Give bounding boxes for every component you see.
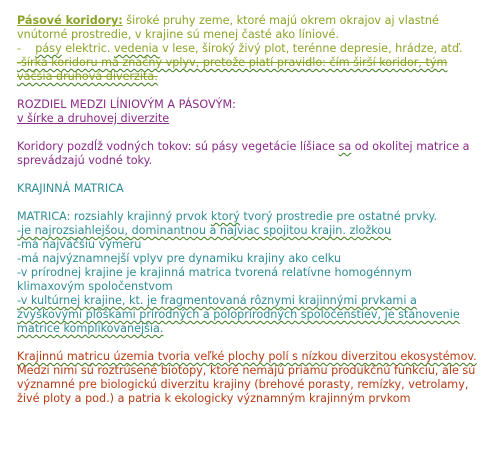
koridory-text-a: Koridory pozdĺž vodných tokov: sú pásy vegetácie líšiace: [17, 140, 339, 153]
spacer: [17, 126, 483, 140]
matrica-intro-c: tvorý prostredie pre ostatné prvky.: [239, 210, 438, 223]
paragraph-sirka-koridoru: [17, 56, 483, 84]
list-item: -má najväčšiu výmeru: [17, 238, 142, 251]
list-item: [17, 224, 483, 238]
paragraph-pasove-koridory: [17, 14, 483, 42]
list-item: -v prírodnej krajine je krajinná matrica tvorená relatívne homogénnym klimaxovým spoločenstvom: [17, 266, 412, 293]
spacer: [17, 196, 483, 210]
matrica-uzemia-text-a: Krajinnú matricu územia tvoria veľké plochy polí s nízkou diverzitou ekosystémov.: [17, 350, 477, 363]
matrica-uzemia-text-b: Medzi nimi sú roztrúsené biotopy, ktoré nemajú priamu produkčnú funkciu, ale sú významné pre biologickú diverzitu krajiny (brehové porasty, remízky, vetrolamy, živé ploty a pod.) a patria k ekologicky významným krajinným prvkom: [17, 364, 476, 405]
word-vedenia: vedenia: [113, 42, 159, 55]
bullet-dash: -: [17, 42, 22, 55]
heading-krajinna-matrica: KRAJINNÁ MATRICA: [17, 182, 124, 195]
list-item: -má najvýznamnejší vplyv pre dynamiku krajiny ako celku: [17, 252, 342, 265]
paragraph-krajinna-matrica-uzemia: [17, 350, 483, 406]
list-item: [17, 294, 483, 336]
spacer: [17, 168, 483, 182]
matrica-intro-a: MATRICA: rozsiahly krajinný prvok: [17, 210, 211, 223]
matrica-item-5: -v kultúrnej krajine, kt. je fragmentovaná rôznymi krajinnými prvkami a zvyškovými plôškami prírodných a poloprírodných spoločenstiev, je stanovenie matrice komplikovanejšia.: [17, 294, 460, 335]
paragraph-matrica-intro: [17, 210, 483, 224]
spacer: [17, 84, 483, 98]
spacer: [17, 336, 483, 350]
text-elektric: elektric.: [61, 42, 114, 55]
document-body: [17, 14, 483, 406]
rozdiel-line: v šírke a druhovej diverzite: [17, 112, 170, 125]
word-ktory: ktorý: [210, 210, 240, 223]
examples-rest: v lese, široký živý plot, terénne depresie, hrádze, atď.: [158, 42, 463, 55]
word-pasy: pásy: [35, 42, 62, 55]
heading-rozdiel: ROZDIEL MEDZI LÍNIOVÝM A PÁSOVÝM:: [17, 98, 236, 111]
matrica-item-1: -je najrozsiahlejšou, dominantnou a najviac spojitou krajin. zložkou: [17, 224, 392, 237]
paragraph-koridory-vodnych-tokov: [17, 140, 483, 168]
paragraph-examples: [17, 42, 483, 56]
word-sa: sa: [338, 140, 352, 153]
pasove-koridory-definition: široké pruhy zeme, ktoré majú okrem okrajov aj vlastné vnútorné prostredie, v krajine sú menej časté ako líniové.: [17, 14, 439, 41]
koridory-text-c: od okolitej matrice a sprevádzajú vodné toky.: [17, 140, 470, 167]
sirka-koridoru-text: -šírka koridoru má značný vplyv, pretože platí pravidlo: čím širší koridor, tým väčšia druhová diverzita.: [17, 56, 448, 83]
heading-pasove-koridory: Pásové koridory:: [17, 14, 123, 27]
